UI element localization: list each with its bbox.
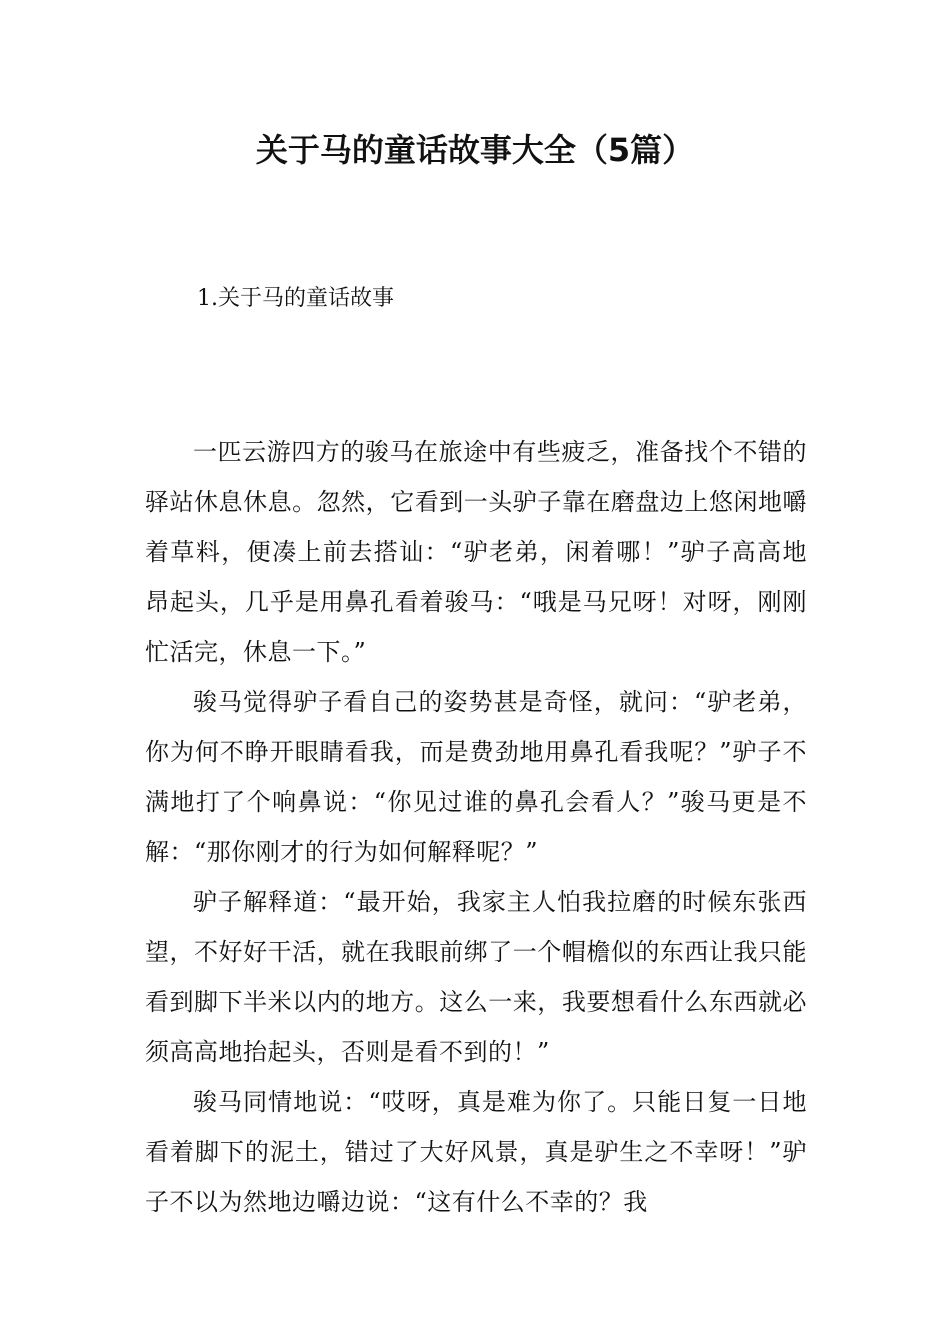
paragraph: 驴子解释道：“最开始，我家主人怕我拉磨的时候东张西望，不好好干活，就在我眼前绑了一个帽檐似的东西让我只能看到脚下半米以内的地方。这么一来，我要想看什么东西就必须高高地抬起头，否则是看不到的！” (145, 888, 807, 1066)
paragraph: 骏马觉得驴子看自己的姿势甚是奇怪，就问：“驴老弟，你为何不睁开眼睛看我，而是费劲地用鼻孔看我呢？”驴子不满地打了个响鼻说：“你见过谁的鼻孔会看人？”骏马更是不解：“那你刚才的行为如何解释呢？” (145, 688, 807, 866)
document-title: 关于马的童话故事大全（5篇） (255, 131, 695, 169)
paragraph: 一匹云游四方的骏马在旅途中有些疲乏，准备找个不错的驿站休息休息。忽然，它看到一头驴子靠在磨盘边上悠闲地嚼着草料，便凑上前去搭讪：“驴老弟，闲着哪！”驴子高高地昂起头，几乎是用鼻孔看着骏马：“哦是马兄呀！对呀，刚刚忙活完，休息一下。” (145, 438, 807, 666)
section-heading: 1.关于马的童话故事 (197, 286, 394, 311)
document-body (145, 427, 807, 1227)
paragraph: 骏马同情地说：“哎呀，真是难为你了。只能日复一日地看着脚下的泥土，错过了大好风景，真是驴生之不幸呀！”驴子不以为然地边嚼边说：“这有什么不幸的？我 (145, 1088, 807, 1216)
